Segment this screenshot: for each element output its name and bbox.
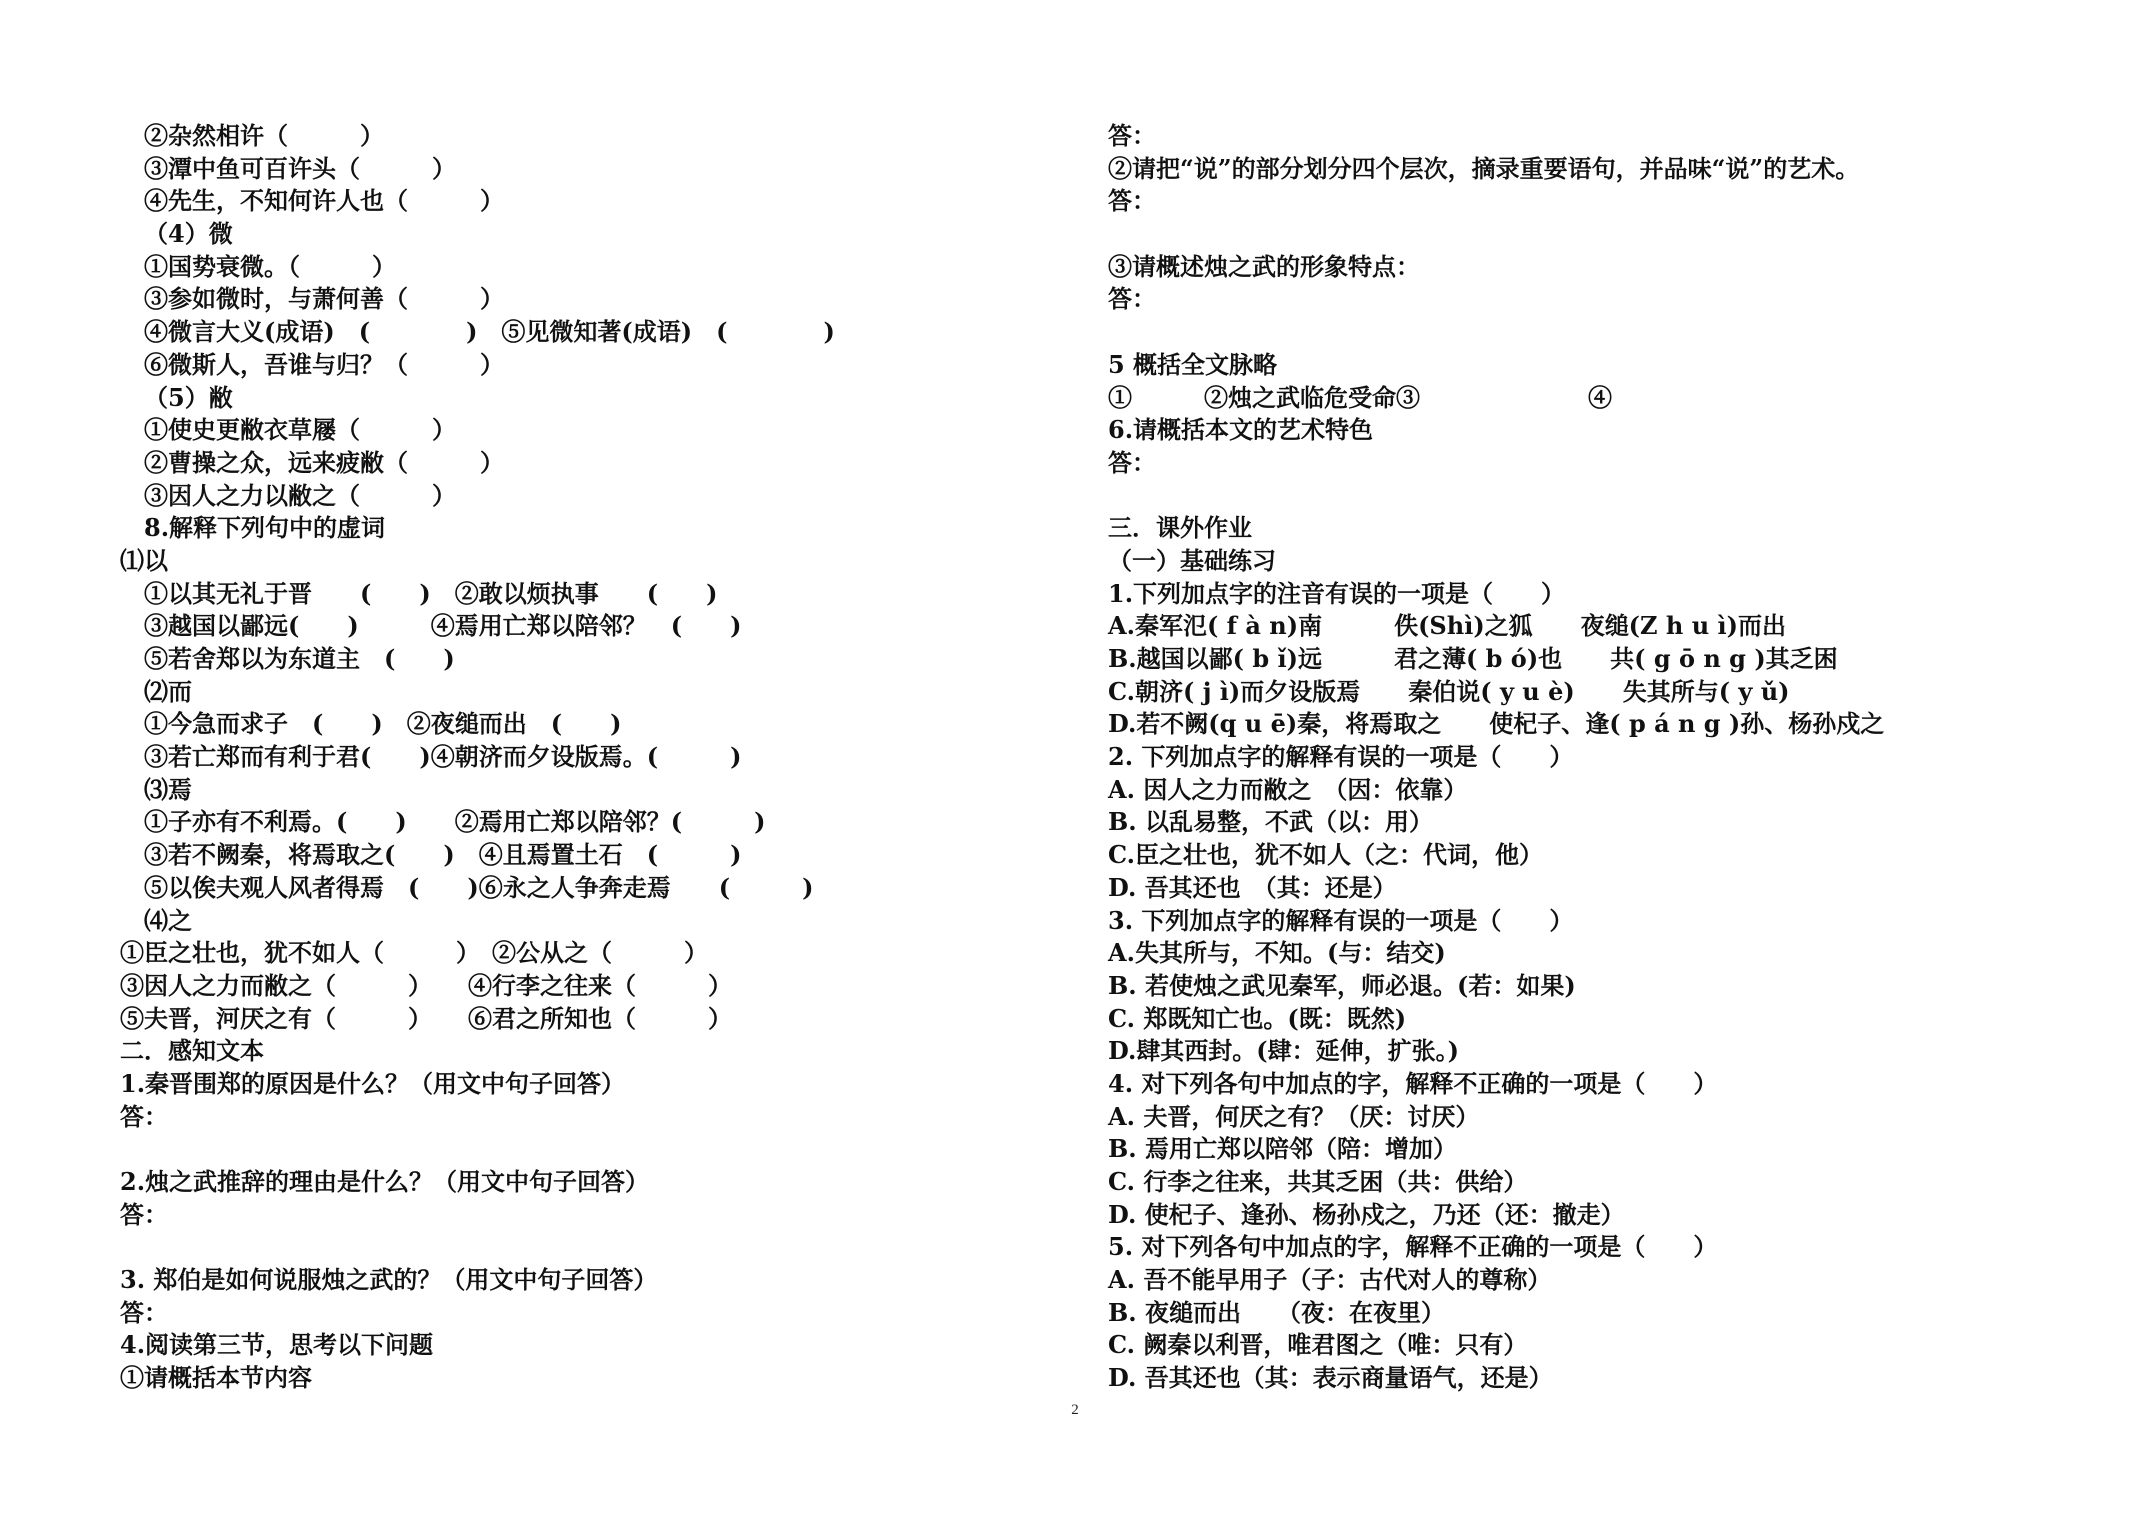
text-line: ⑷之 xyxy=(144,905,192,935)
text-line: C. 行李之往来，共其乏困（共：供给） xyxy=(1108,1167,1528,1196)
text-line: ③因人之力而敝之（ ） ④行李之往来（ ） xyxy=(120,970,732,1000)
text-line: ①今急而求子 ( ) ②夜缒而出 ( ) xyxy=(144,709,622,739)
text-line: ①使史更敝衣草屦（ ） xyxy=(144,415,456,445)
text-line: 8.解释下列句中的虚词 xyxy=(144,513,386,543)
text-line: ③若亡郑而有利于君( )④朝济而夕设版焉。( ) xyxy=(144,742,742,772)
text-line: ③潭中鱼可百许头（ ） xyxy=(144,153,456,183)
text-line: ①以其无礼于晋 ( ) ②敢以烦执事 ( ) xyxy=(144,578,718,608)
text-line: 答： xyxy=(1108,121,1156,150)
text-line: A.秦军氾( f à n)南 佚(Shì)之狐 夜缒(Z h u ì)而出 xyxy=(1108,611,1786,641)
text-line: 5. 对下列各句中加点的字，解释不正确的一项是（ ） xyxy=(1108,1232,1718,1262)
text-line: 6.请概括本文的艺术特色 xyxy=(1108,415,1374,445)
text-line: ③因人之力以敝之（ ） xyxy=(144,480,456,510)
text-line: ③若不阙秦，将焉取之( ) ④且焉置土石 ( ) xyxy=(144,840,742,870)
text-line: ①请概括本节内容 xyxy=(120,1363,312,1393)
text-line: 1.秦晋围郑的原因是什么？（用文中句子回答） xyxy=(120,1068,626,1098)
text-line: 1.下列加点字的注音有误的一项是（ ） xyxy=(1108,578,1566,608)
text-line: 3. 郑伯是如何说服烛之武的？（用文中句子回答） xyxy=(120,1265,658,1295)
text-line: 2. 下列加点字的解释有误的一项是（ ） xyxy=(1108,742,1574,772)
text-line: ⑴以 xyxy=(120,545,168,575)
text-line: D. 使杞子、逢孙、杨孙戍之，乃还（还：撤走） xyxy=(1108,1199,1625,1229)
text-line: C. 郑既知亡也。(既：既然) xyxy=(1108,1003,1407,1033)
text-line: D.若不阙(q u ē)秦，将焉取之 使杞子、逢( p á n g )孙、杨孙戍之 xyxy=(1108,709,1885,739)
text-line: ③请概述烛之武的形象特点： xyxy=(1108,251,1420,281)
text-line xyxy=(120,1231,1070,1264)
text-line: 三．课外作业 xyxy=(1108,513,1252,543)
text-line: 答： xyxy=(120,1101,168,1131)
text-line: C. 阙秦以利晋，唯君图之（唯：只有） xyxy=(1108,1330,1528,1360)
text-line: ②请把“说”的部分划分四个层次，摘录重要语句，并品味“说”的艺术。 xyxy=(1108,153,1860,183)
text-line: ⑤若舍郑以为东道主 ( ) xyxy=(144,644,455,673)
text-line: ①子亦有不利焉。( ) ②焉用亡郑以陪邻？( ) xyxy=(144,807,766,837)
text-line: （一）基础练习 xyxy=(1108,545,1276,575)
text-line: 二．感知文本 xyxy=(120,1036,264,1066)
text-line: ③越国以鄙远( ) ④焉用亡郑以陪邻？ ( ) xyxy=(144,611,742,641)
text-line: ①臣之壮也，犹不如人（ ） ②公从之（ ） xyxy=(120,938,708,968)
text-line: ②杂然相许（ ） xyxy=(144,121,384,150)
text-line: B.越国以鄙( b ǐ)远 君之薄( b ó)也 共( g ō n g )其乏困 xyxy=(1108,644,1838,673)
text-line: 答： xyxy=(120,1297,168,1327)
text-line: （5）敝 xyxy=(144,382,233,412)
text-line: A. 吾不能早用子（子：古代对人的尊称） xyxy=(1108,1265,1552,1295)
text-line: ⑤以俟夫观人风者得焉 ( )⑥永之人争奔走焉 ( ) xyxy=(144,872,814,902)
text-line: A. 因人之力而敝之 （因：依靠） xyxy=(1108,774,1468,804)
text-line xyxy=(1108,316,2108,349)
text-line: ⑶焉 xyxy=(144,774,192,804)
text-line: 答： xyxy=(1108,447,1156,477)
text-line: 4. 对下列各句中加点的字，解释不正确的一项是（ ） xyxy=(1108,1068,1718,1098)
page-number: 2 xyxy=(1071,1402,1079,1418)
text-line: B. 焉用亡郑以陪邻（陪：增加） xyxy=(1108,1134,1457,1164)
text-line: ④先生，不知何许人也（ ） xyxy=(144,186,504,216)
text-line: 答： xyxy=(1108,186,1156,216)
text-line: 3. 下列加点字的解释有误的一项是（ ） xyxy=(1108,905,1574,935)
text-line: B. 若使烛之武见秦军，师必退。(若：如果) xyxy=(1108,970,1576,1000)
text-line: ⑥微斯人，吾谁与归？（ ） xyxy=(144,349,504,379)
text-line: A. 夫晋，何厌之有？（厌：讨厌） xyxy=(1108,1101,1480,1131)
text-line: ④微言大义(成语) ( ) ⑤见微知著(成语) ( ) xyxy=(144,317,835,347)
text-line xyxy=(120,1133,1070,1166)
text-line: 答： xyxy=(120,1199,168,1229)
text-line: 5 概括全文脉略 xyxy=(1108,349,1278,379)
left-column xyxy=(120,120,1070,1395)
text-line: A.失其所与，不知。(与：结交) xyxy=(1108,938,1446,968)
text-line: B. 夜缒而出 （夜：在夜里） xyxy=(1108,1297,1445,1327)
text-line: ③参如微时，与萧何善（ ） xyxy=(144,284,504,314)
right-column xyxy=(1108,120,2108,1395)
text-line: C.朝济( j ì)而夕设版焉 秦伯说( y u è) 失其所与( y ǔ) xyxy=(1108,676,1790,706)
text-line: ⑵而 xyxy=(144,676,192,706)
text-line: D. 吾其还也（其：表示商量语气，还是） xyxy=(1108,1363,1553,1393)
text-line: D. 吾其还也 （其：还是） xyxy=(1108,872,1397,902)
text-line: B. 以乱易整，不武（以：用） xyxy=(1108,807,1433,837)
text-line: 2.烛之武推辞的理由是什么？（用文中句子回答） xyxy=(120,1167,650,1196)
text-line: 4.阅读第三节，思考以下问题 xyxy=(120,1330,434,1360)
text-line: （4）微 xyxy=(144,219,233,249)
text-line: ① ②烛之武临危受命③ ④ xyxy=(1108,382,1612,412)
text-line: ①国势衰微。（ ） xyxy=(144,251,396,281)
text-line: 答： xyxy=(1108,284,1156,314)
text-line: C.臣之壮也，犹不如人（之：代词，他） xyxy=(1108,840,1544,870)
text-line xyxy=(1108,480,2108,513)
text-line: ⑤夫晋，河厌之有（ ） ⑥君之所知也（ ） xyxy=(120,1003,732,1033)
text-line: ②曹操之众，远来疲敝（ ） xyxy=(144,447,504,477)
text-line xyxy=(1108,218,2108,251)
text-line: D.肆其西封。(肆：延伸，扩张。) xyxy=(1108,1036,1460,1066)
